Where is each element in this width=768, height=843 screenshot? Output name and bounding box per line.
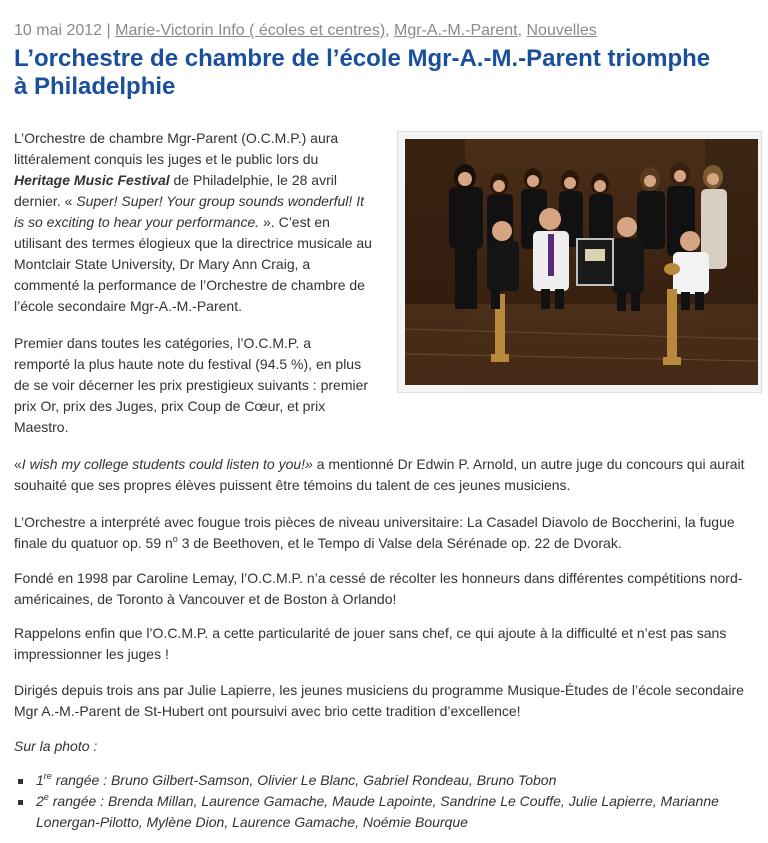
row-names: rangée : Brenda Millan, Laurence Gamache, Maude Lapointe, Sandrine Le Couffe, Julie Lapierre, Marianne Lonergan-Pilotto, Mylène Dion, Laurence Gamache, Noémie Bourque <box>36 793 719 830</box>
row-ordinal: re <box>43 771 52 781</box>
paragraph-6: Rappelons enfin que l’O.C.M.P. a cette particularité de jouer sans chef, ce qui ajoute à la difficulté et n’est pas sans impressionner les juges ! <box>14 625 727 662</box>
paragraph-4 <box>14 512 756 554</box>
row-number: 1 <box>36 772 44 788</box>
bullet-icon <box>18 779 23 784</box>
paragraph-7: Dirigés depuis trois ans par Julie Lapierre, les jeunes musiciens du programme Musique-Études de l’école secondaire Mgr A.-M.-Parent de St-Hubert ont poursuivi avec brio cette tradition d’excellence! <box>14 682 744 719</box>
paragraph-5: Fondé en 1998 par Caroline Lemay, l’O.C.M.P. n’a cessé de récolter les honneurs dans différentes compétitions nord-américaines, de Toronto à Vancouver et de Boston à Orlando! <box>14 570 743 607</box>
list-item <box>14 791 754 833</box>
p4-text-b: 3 de Beethoven, et le Tempo di Valse dela Sérénade op. 22 de Dvorak. <box>177 535 622 551</box>
row-ordinal: e <box>43 792 49 802</box>
photo-frame <box>397 131 762 393</box>
article-title: L’orchestre de chambre de l’école Mgr-A.-M.-Parent triomphe à Philadelphie <box>14 45 711 100</box>
row-number: 2 <box>36 793 44 809</box>
meta-comma: , <box>517 22 527 39</box>
p1-text-c: ». C’est en utilisant des termes élogieux que la directrice musicale au Montclair State University, Dr Mary Ann Craig, a commenté la performance de l’Orchestre de chambre de l’école secondaire Mgr-A.-M.-Parent. <box>14 214 372 314</box>
p3-open-quote: « <box>14 456 22 472</box>
festival-name: Heritage Music Festival <box>14 172 170 188</box>
category-link-nouvelles[interactable]: Nouvelles <box>526 22 597 39</box>
p4-text-a: L’Orchestre a interprété avec fougue trois pièces de niveau universitaire: La Casadel Diavolo de Boccherini, la fugue finale du quatuor op. 59 n <box>14 514 735 551</box>
photo-caption-label <box>14 736 314 757</box>
bullet-icon <box>18 800 23 805</box>
post-meta <box>14 22 597 40</box>
row-names: rangée : Bruno Gilbert-Samson, Olivier Le Blanc, Gabriel Rondeau, Bruno Tobon <box>51 772 557 788</box>
category-link-mgr-parent[interactable]: Mgr-A.-M.-Parent <box>394 22 518 39</box>
paragraph-1 <box>14 128 376 317</box>
post-date: 10 mai 2012 <box>14 22 103 39</box>
photo-rows-list <box>14 770 754 833</box>
p3-text: a mentionné Dr Edwin P. Arnold, un autre juge du concours qui aurait souhaité que ses propres élèves puissent être témoins du talent de ces jeunes musiciens. <box>14 456 745 493</box>
p4-superscript: o <box>172 534 178 544</box>
photo-illustration <box>405 139 758 385</box>
judge-quote: Super! Super! Your group sounds wonderful! It is so exciting to hear your performance. <box>14 193 364 230</box>
list-item <box>14 770 754 791</box>
orchestra-group-photo[interactable] <box>405 139 758 385</box>
meta-separator: | <box>102 22 116 39</box>
paragraph-3 <box>14 454 756 496</box>
category-link-marie-victorin-info[interactable]: Marie-Victorin Info ( écoles et centres) <box>115 22 386 39</box>
p1-text-a: L’Orchestre de chambre Mgr-Parent (O.C.M.P.) aura littéralement conquis les juges et le public lors du <box>14 130 339 167</box>
caption-label-text: Sur la photo : <box>14 738 98 754</box>
arnold-quote: I wish my college students could listen to you!» <box>21 456 313 472</box>
meta-comma: , <box>385 22 395 39</box>
p1-text-b: de Philadelphie, le 28 avril dernier. « <box>14 172 337 209</box>
paragraph-2: Premier dans toutes les catégories, l’O.C.M.P. a remporté la plus haute note du festival (94.5 %), en plus de se voir décerner les prix prestigieux suivants : premier prix Or, prix des Juges, prix Coup de Cœur, et prix Maestro. <box>14 335 369 435</box>
